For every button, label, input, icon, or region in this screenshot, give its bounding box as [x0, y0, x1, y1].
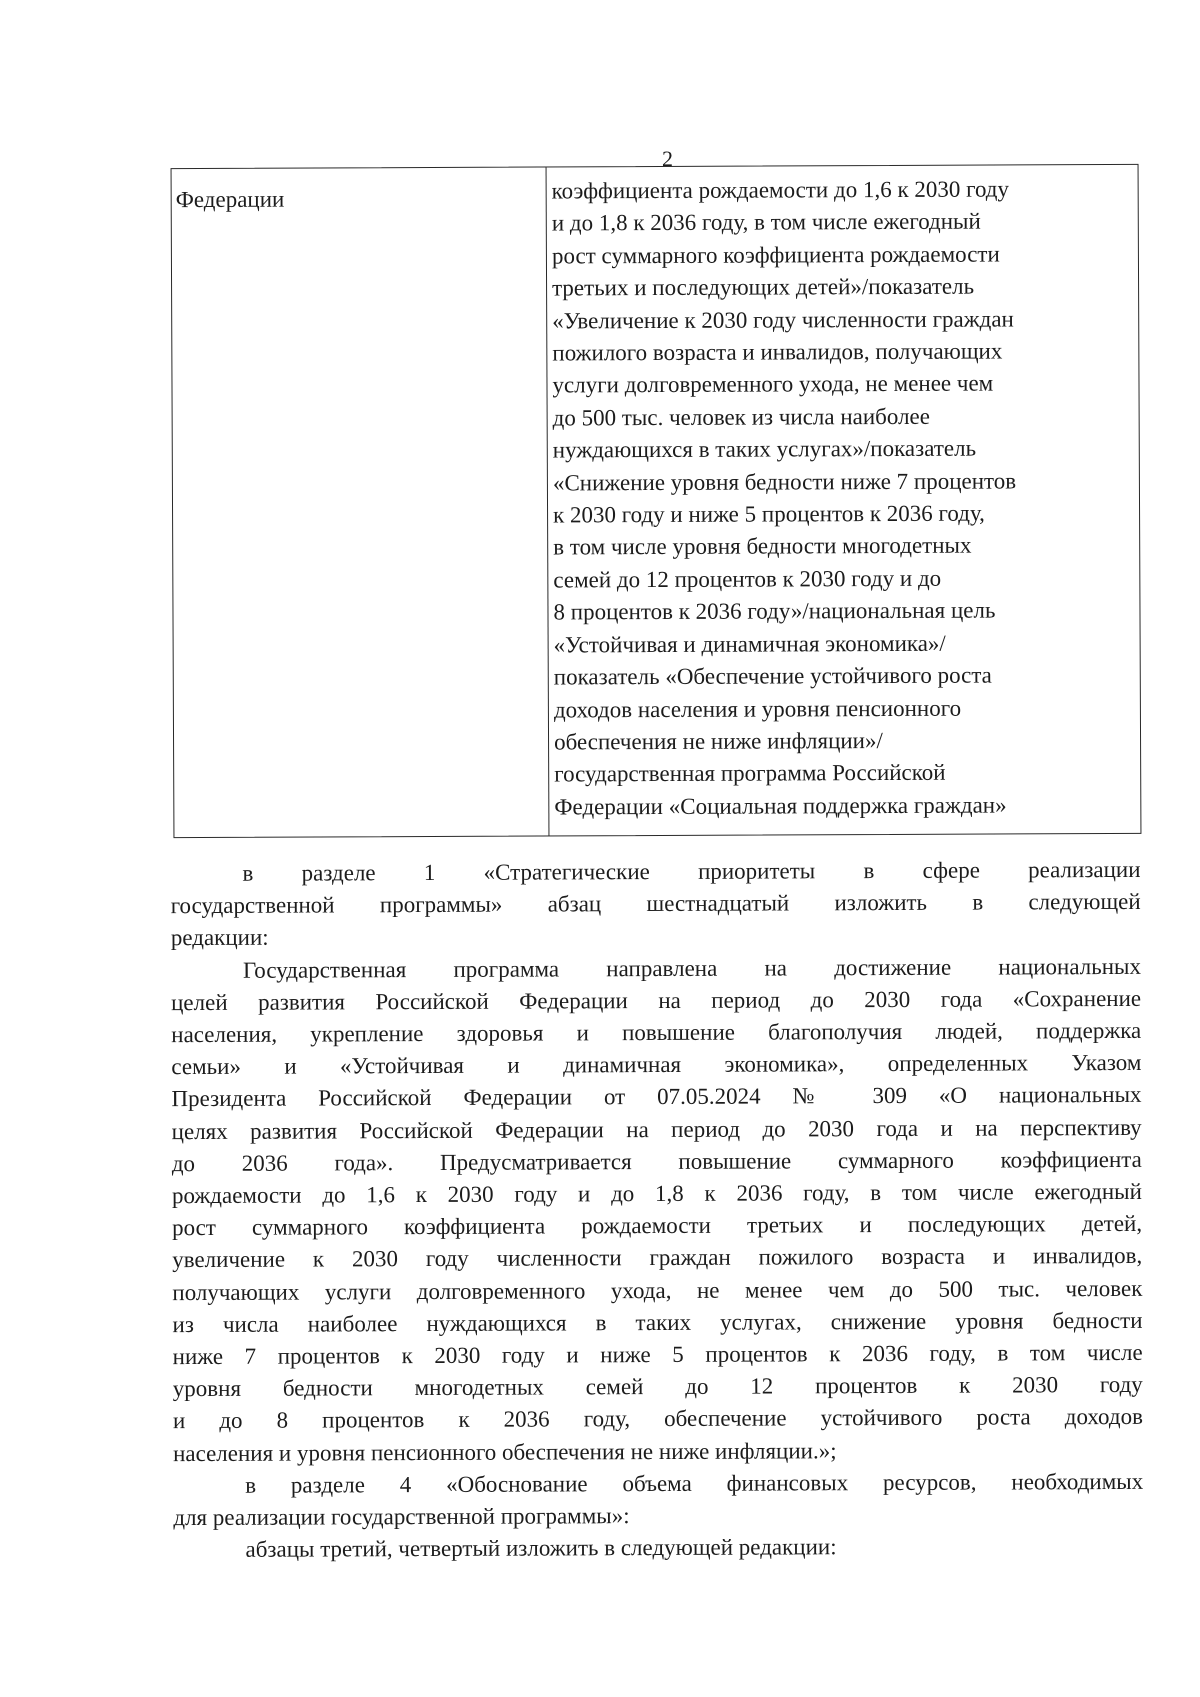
table-left-cell: Федерации: [175, 186, 285, 213]
body-line: целях развития Российской Федерации на период до 2030 года и на перспективу: [171, 1114, 1142, 1144]
table-right-line: «Устойчивая и динамичная экономика»/: [553, 630, 946, 658]
table-right-line: рост суммарного коэффициента рождаемости: [551, 241, 1000, 269]
document-body: [170, 854, 1143, 1567]
table-right-line: нуждающихся в таких услугах»/показатель: [552, 435, 977, 463]
table-right-line: доходов населения и уровня пенсионного: [553, 695, 962, 722]
body-line: государственной программы» абзац шестнадцатый изложить в следующей: [170, 889, 1141, 919]
table-right-line: к 2030 году и ниже 5 процентов к 2036 году,: [553, 500, 985, 528]
table-right-line: обеспечения не ниже инфляции»/: [553, 727, 883, 755]
table-column-divider: [546, 167, 550, 835]
body-line: редакции:: [170, 925, 269, 951]
page-number: 2: [662, 146, 673, 171]
table-right-cell: [552, 173, 1145, 824]
body-line: в разделе 1 «Стратегические приоритеты в сфере реализации: [242, 856, 1141, 886]
table-right-line: «Увеличение к 2030 году численности граждан: [552, 306, 1014, 334]
table-right-line: «Снижение уровня бедности ниже 7 процентов: [552, 468, 1017, 496]
body-line: для реализации государственной программы»:: [173, 1503, 630, 1531]
table-right-line: пожилого возраста и инвалидов, получающих: [552, 338, 1003, 366]
body-line: увеличение к 2030 году численности граждан пожилого возраста и инвалидов,: [172, 1243, 1143, 1273]
body-line: уровня бедности многодетных семей до 12 процентов к 2030 году: [172, 1372, 1143, 1402]
body-line: рост суммарного коэффициента рождаемости третьих и последующих детей,: [172, 1211, 1143, 1241]
table-right-line: третьих и последующих детей»/показатель: [552, 273, 975, 301]
body-line: ниже 7 процентов к 2030 году и ниже 5 процентов к 2036 году, в том числе: [172, 1339, 1143, 1370]
table-right-line: семей до 12 процентов к 2030 году и до: [553, 565, 942, 593]
body-line: Президента Российской Федерации от 07.05.2024 № 309 «О национальных: [171, 1082, 1142, 1112]
table-right-line: 8 процентов к 2036 году»/национальная цель: [553, 597, 996, 625]
table-right-line: Федерации «Социальная поддержка граждан»: [554, 792, 1007, 820]
table-right-line: и до 1,8 к 2036 году, в том числе ежегодный: [551, 208, 981, 236]
table-right-line: услуги долговременного ухода, не менее чем: [552, 370, 994, 398]
table-right-line: до 500 тыс. человек из числа наиболее: [552, 403, 930, 431]
body-line: Государственная программа направлена на достижение национальных: [242, 953, 1141, 983]
table-right-line: государственная программа Российской: [554, 760, 946, 787]
body-line: целей развития Российской Федерации на период до 2030 года «Сохранение: [171, 985, 1142, 1015]
table-right-line: показатель «Обеспечение устойчивого роста: [553, 662, 992, 690]
body-line: в разделе 4 «Обоснование объема финансовых ресурсов, необходимых: [245, 1468, 1144, 1498]
body-line: получающих услуги долговременного ухода, не менее чем до 500 тыс. человек: [172, 1275, 1143, 1305]
body-line: до 2036 года». Предусматривается повышение суммарного коэффициента: [171, 1146, 1142, 1176]
body-line: населения и уровня пенсионного обеспечения не ниже инфляции.»;: [173, 1437, 837, 1466]
body-line: рождаемости до 1,6 к 2030 году и до 1,8 к 2036 году, в том числе ежегодный: [171, 1178, 1142, 1209]
body-line: и до 8 процентов к 2036 году, обеспечение устойчивого роста доходов: [172, 1404, 1143, 1434]
body-line: населения, укрепление здоровья и повышение благополучия людей, поддержка: [171, 1017, 1142, 1048]
program-table: [171, 164, 1142, 838]
table-right-line: коэффициента рождаемости до 1,6 к 2030 году: [551, 176, 1010, 204]
body-line: семьи» и «Устойчивая и динамичная экономика», определенных Указом: [171, 1050, 1142, 1080]
body-line: абзацы третий, четвертый изложить в следующей редакции:: [245, 1534, 837, 1563]
body-line: из числа наиболее нуждающихся в таких услугах, снижение уровня бедности: [172, 1307, 1143, 1337]
table-right-line: в том числе уровня бедности многодетных: [553, 533, 972, 560]
